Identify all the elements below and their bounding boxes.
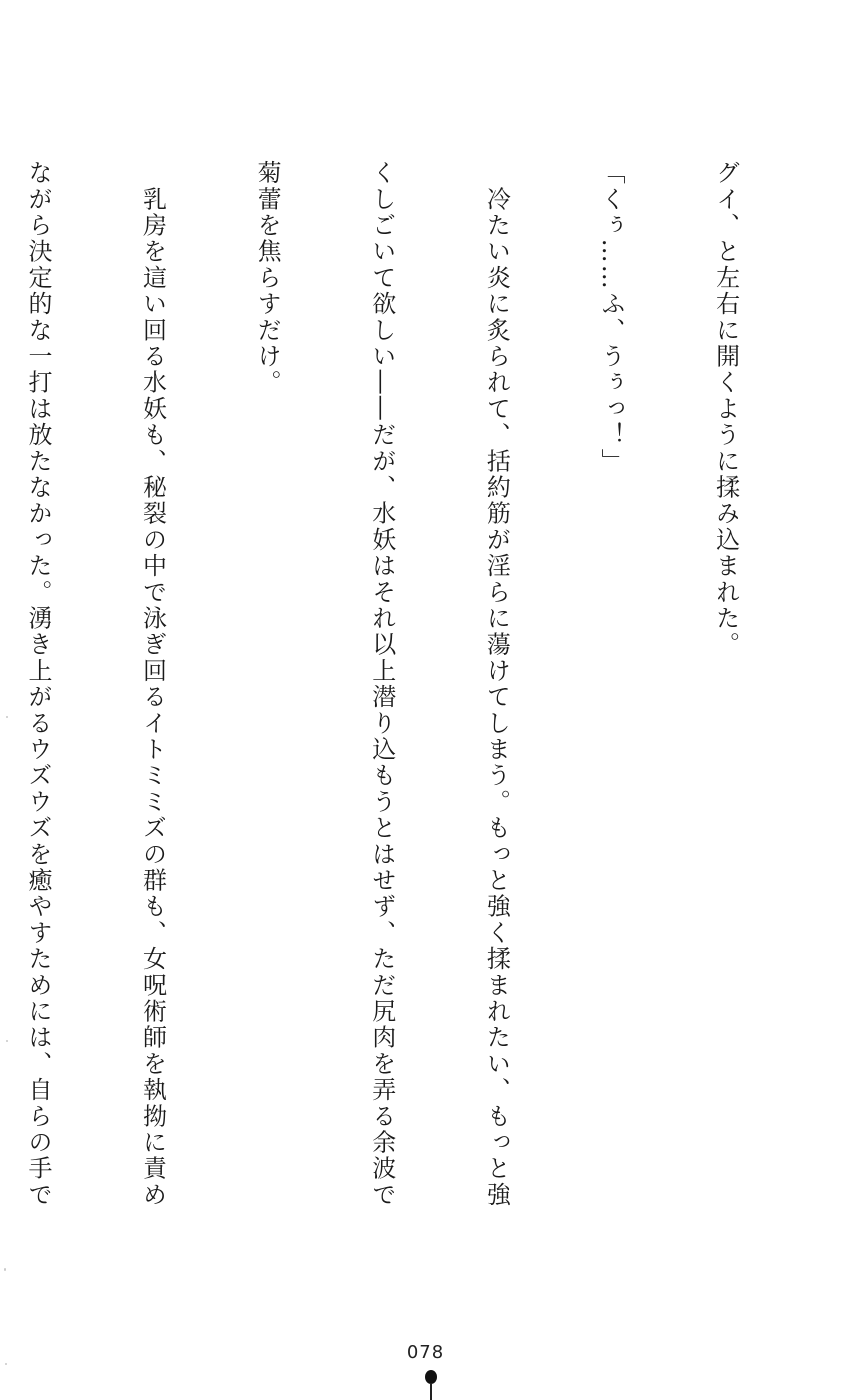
vertical-text-body — [0, 160, 821, 1310]
text-line: 「くぅ……ふ、うぅっ！」 — [596, 160, 625, 475]
text-line: 菊蕾を焦らすだけ。 — [253, 160, 282, 396]
scan-speck — [6, 1040, 8, 1042]
text-line: グイ、と左右に開くように揉み込まれた。 — [711, 160, 740, 658]
page-marker-stem — [430, 1383, 432, 1400]
text-line: ながら決定的な一打は放たなかった。湧き上がるウズウズを癒やすためには、自らの手で — [23, 160, 52, 1208]
text-line: くしごいて欲しい――だが、水妖はそれ以上潜り込もうとはせず、ただ尻肉を弄る余波で — [367, 160, 396, 1208]
scan-speck — [4, 1268, 6, 1271]
scan-speck — [5, 1363, 7, 1365]
text-line: 冷たい炎に炙られて、括約筋が淫らに蕩けてしまう。もっと強く揉まれたい、もっと強 — [482, 160, 511, 1208]
page-number: 078 — [406, 1342, 445, 1363]
page-marker-dot-icon — [425, 1370, 437, 1384]
scan-speck — [6, 716, 8, 718]
text-line: 乳房を這い回る水妖も、秘裂の中で泳ぎ回るイトミミズの群も、女呪術師を執拗に責め — [138, 160, 167, 1208]
